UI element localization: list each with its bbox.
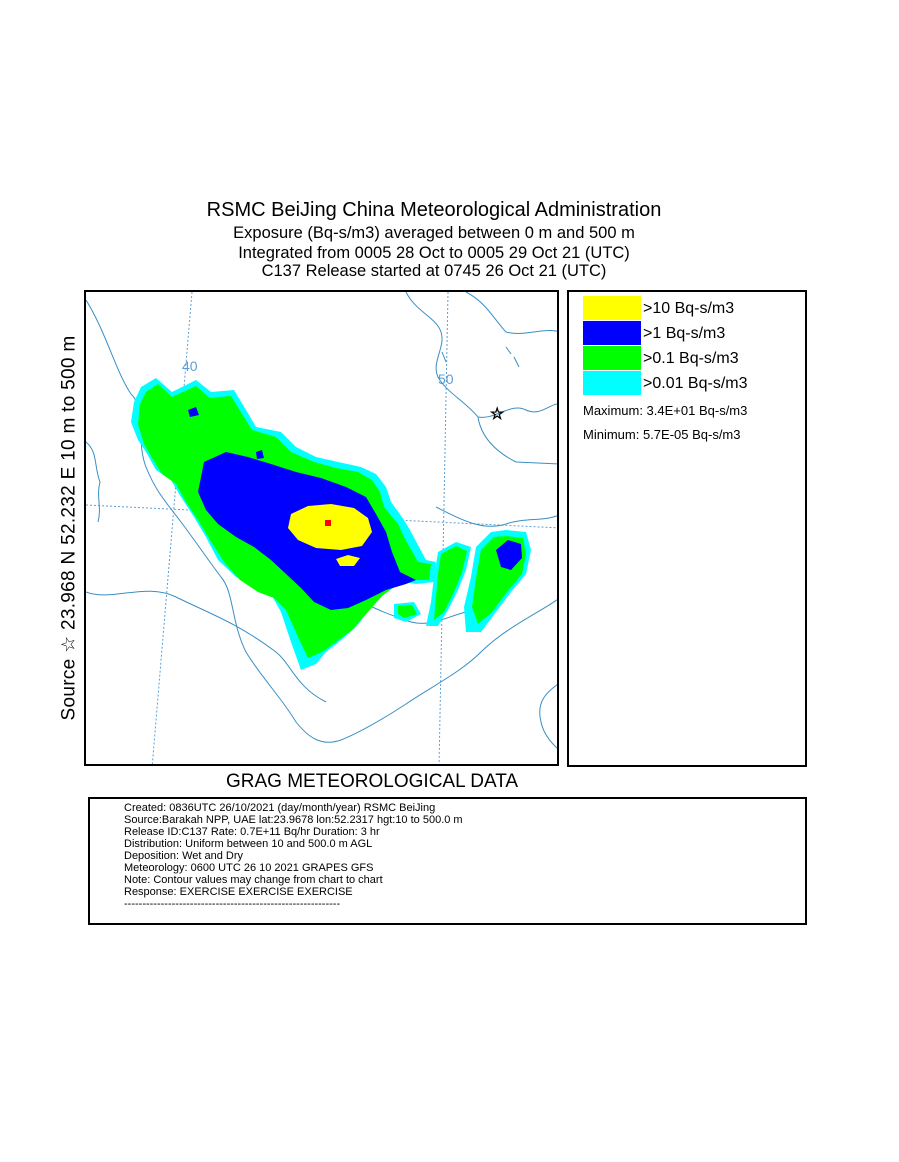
exposure-subtitle: Exposure (Bq-s/m3) averaged between 0 m and 500 m [233, 224, 635, 242]
lon-label-40: 40 [182, 358, 198, 374]
met-data-caption: GRAG METEOROLOGICAL DATA [226, 771, 519, 792]
info-distribution: Distribution: Uniform between 10 and 500.0 m AGL [124, 838, 373, 850]
info-created: Created: 0836UTC 26/10/2021 (day/month/year) RSMC BeiJing [124, 802, 436, 814]
map-panel [84, 290, 559, 766]
release-start: C137 Release started at 0745 26 Oct 21 (UTC) [261, 262, 607, 280]
info-deposition: Deposition: Wet and Dry [124, 850, 244, 862]
lon-label-50: 50 [438, 371, 454, 387]
legend-label: >1 Bq-s/m3 [643, 325, 726, 342]
legend-label: >0.1 Bq-s/m3 [643, 350, 739, 367]
maximum-value: Maximum: 3.4E+01 Bq-s/m3 [583, 403, 748, 418]
legend-label: >10 Bq-s/m3 [643, 300, 735, 317]
source-location-label: Source ☆ 23.968 N 52.232 E 10 m to 500 m [58, 335, 80, 721]
integration-period: Integrated from 0005 28 Oct to 0005 29 Oct 21 (UTC) [238, 244, 630, 262]
info-response: Response: EXERCISE EXERCISE EXERCISE [124, 886, 353, 898]
info-panel [88, 797, 807, 925]
info-note: Note: Contour values may change from chart to chart [124, 874, 383, 886]
map-canvas [86, 292, 559, 766]
legend-swatch-1 [583, 321, 641, 345]
legend-swatch-10 [583, 296, 641, 320]
legend-panel [567, 290, 807, 767]
legend-swatch-01 [583, 346, 641, 370]
info-source: Source:Barakah NPP, UAE lat:23.9678 lon:52.2317 hgt:10 to 500.0 m [124, 814, 463, 826]
legend-label: >0.01 Bq-s/m3 [643, 375, 748, 392]
minimum-value: Minimum: 5.7E-05 Bq-s/m3 [583, 427, 741, 442]
city-star-icon: ☆ [490, 406, 505, 423]
info-separator: ----------------------------------------------------------- [124, 898, 341, 910]
info-release: Release ID:C137 Rate: 0.7E+11 Bq/hr Duration: 3 hr [124, 826, 380, 838]
meridian-50 [439, 292, 448, 766]
chart-title: RSMC BeiJing China Meteorological Administration [206, 199, 662, 221]
legend-swatch-001 [583, 371, 641, 395]
info-meteorology: Meteorology: 0600 UTC 26 10 2021 GRAPES GFS [124, 862, 374, 874]
release-source-marker [325, 520, 331, 526]
